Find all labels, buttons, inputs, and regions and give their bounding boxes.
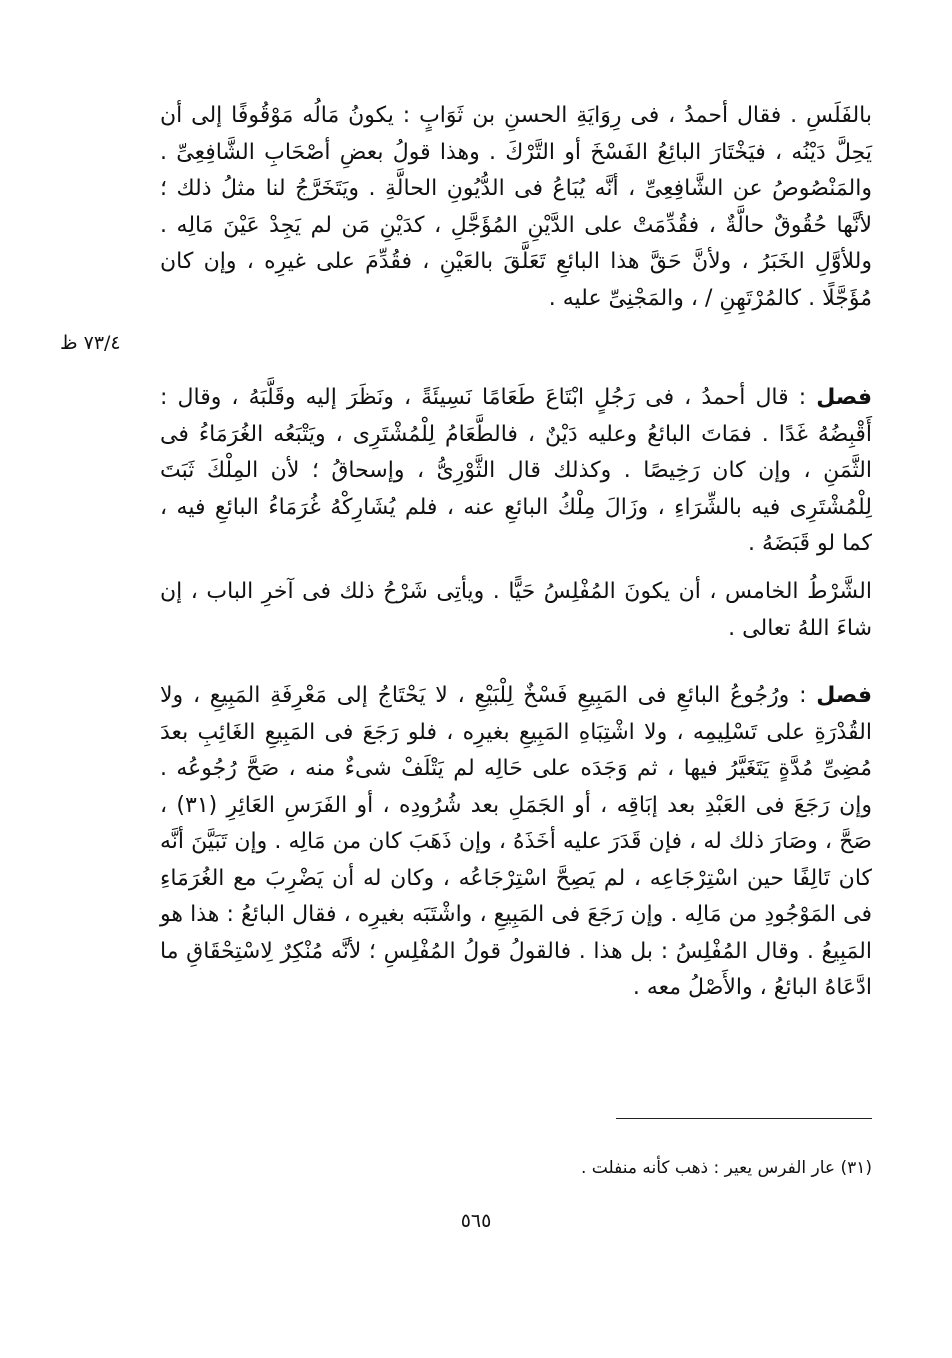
footnote-separator — [616, 1118, 872, 1119]
page-number: ٥٦٥ — [460, 1210, 492, 1232]
paragraph-3 — [160, 574, 872, 647]
paragraph-4 — [160, 678, 872, 1007]
footnote: (٣١) عار الفرس يعير : ذهب كأنه منفلت . — [580, 1158, 872, 1178]
section-heading-fasl: فصل — [816, 683, 872, 708]
section-heading-fasl: فصل — [816, 385, 872, 410]
margin-note: ٧٣/٤ ظ — [60, 332, 121, 354]
paragraph-1 — [160, 98, 872, 317]
paragraph-2 — [160, 380, 872, 563]
paragraph-text: : قال أحمدُ ، فى رَجُلٍ ابْتَاعَ طَعَامًا نَسِيئَةً ، ونَظَرَ إليه وقَلَّبَهُ ، وقال : أَقْبِضُهُ غَدًا . فمَاتَ البائعُ وعليه دَيْنٌ ، فالطَّعَامُ لِلْمُشْتَرِى ، ويَتْبَعُه الغُرَمَاءُ فى الثَّمَنِ ، وإن كان رَخِيصًا . وكذلك قال الثَّوْرِىُّ ، وإسحاقُ ؛ لأن المِلْكَ ثَبَتَ لِلْمُشْتَرِى فيه بالشِّرَاءِ ، وزَالَ مِلْكُ البائعِ عنه ، فلم يُشَارِكْهُ غُرَمَاءُ البائعِ فيه ، كما لو قَبَضَهُ . — [160, 385, 872, 556]
paragraph-text: بالفَلَسِ . فقال أحمدُ ، فى رِوَايَةِ الحسنِ بن ثَوَابٍ : يكونُ مَالُه مَوْقُوفًا إلى أن يَحِلَّ دَيْنُه ، فيَخْتَارَ البائِعُ الفَسْخَ أو التَّرْكَ . وهذا قولُ بعضِ أصْحَابِ الشَّافِعِىِّ . والمَنْصُوصُ عن الشَّافِعِىِّ ، أنَّه يُبَاعُ فى الدُّيُونِ الحالَّةِ . ويَتَخَرَّجُ لنا مثلُ ذلك ؛ لأنَّها حُقُوقٌ حالَّةٌ ، فقُدِّمَتْ على الدَّيْنِ المُؤَجَّلِ ، كدَيْنِ مَن لم يَجِدْ عَيْنَ مَالِه . وللأوَّلِ الخَبَرُ ، ولأنَّ حَقَّ هذا البائعِ تَعَلَّقَ بالعَيْنِ ، فقُدِّمَ على غيرِه ، وإن كان مُؤَجَّلًا . كالمُرْتَهِنِ / ، والمَجْنِىِّ عليه . — [160, 103, 872, 311]
paragraph-text: : ورُجُوعُ البائعِ فى المَبِيعِ فَسْخٌ لِلْبَيْعِ ، لا يَحْتَاجُ إلى مَعْرِفَةِ المَبِيعِ ، ولا القُدْرَةِ على تَسْلِيمِه ، ولا اشْتِبَاهِ المَبِيعِ بغيرِه ، فلو رَجَعَ فى المَبِيعِ الغَائِبِ بعدَ مُضِىِّ مُدَّةٍ يَتَغَيَّرُ فيها ، ثم وَجَدَه على حَالِه لم يَتْلَفْ شىءٌ منه ، صَحَّ رُجُوعُه . وإن رَجَعَ فى العَبْدِ بعد إبَاقِه ، أو الجَمَلِ بعد شُرُودِه ، أو الفَرَسِ العَائِرِ (٣١) ، صَحَّ ، وصَارَ ذلك له ، فإن قَدَرَ عليه أخَذَهُ ، وإن ذَهَبَ كان من مَالِه . وإن تَبَيَّنَ أنَّه كان تَالِفًا حين اسْتِرْجَاعِه ، لم يَصِحَّ اسْتِرْجَاعُه ، وكان له أن يَضْرِبَ مع الغُرَمَاءِ فى المَوْجُودِ من مَالِه . وإن رَجَعَ فى المَبِيعِ ، واشْتَبَه بغيرِه ، فقال البائعُ : هذا هو المَبِيعُ . وقال المُفْلِسُ : بل هذا . فالقولُ قولُ المُفْلِسِ ؛ لأنَّه مُنْكِرٌ لِاسْتِحْقَاقِ ما ادَّعَاهُ البائعُ ، والأَصْلُ معه . — [160, 683, 872, 1000]
paragraph-text: الشَّرْطُ الخامس ، أن يكونَ المُفْلِسُ حَيًّا . ويأتِى شَرْحُ ذلك فى آخرِ الباب ، إن شاءَ اللهُ تعالى . — [160, 579, 872, 641]
